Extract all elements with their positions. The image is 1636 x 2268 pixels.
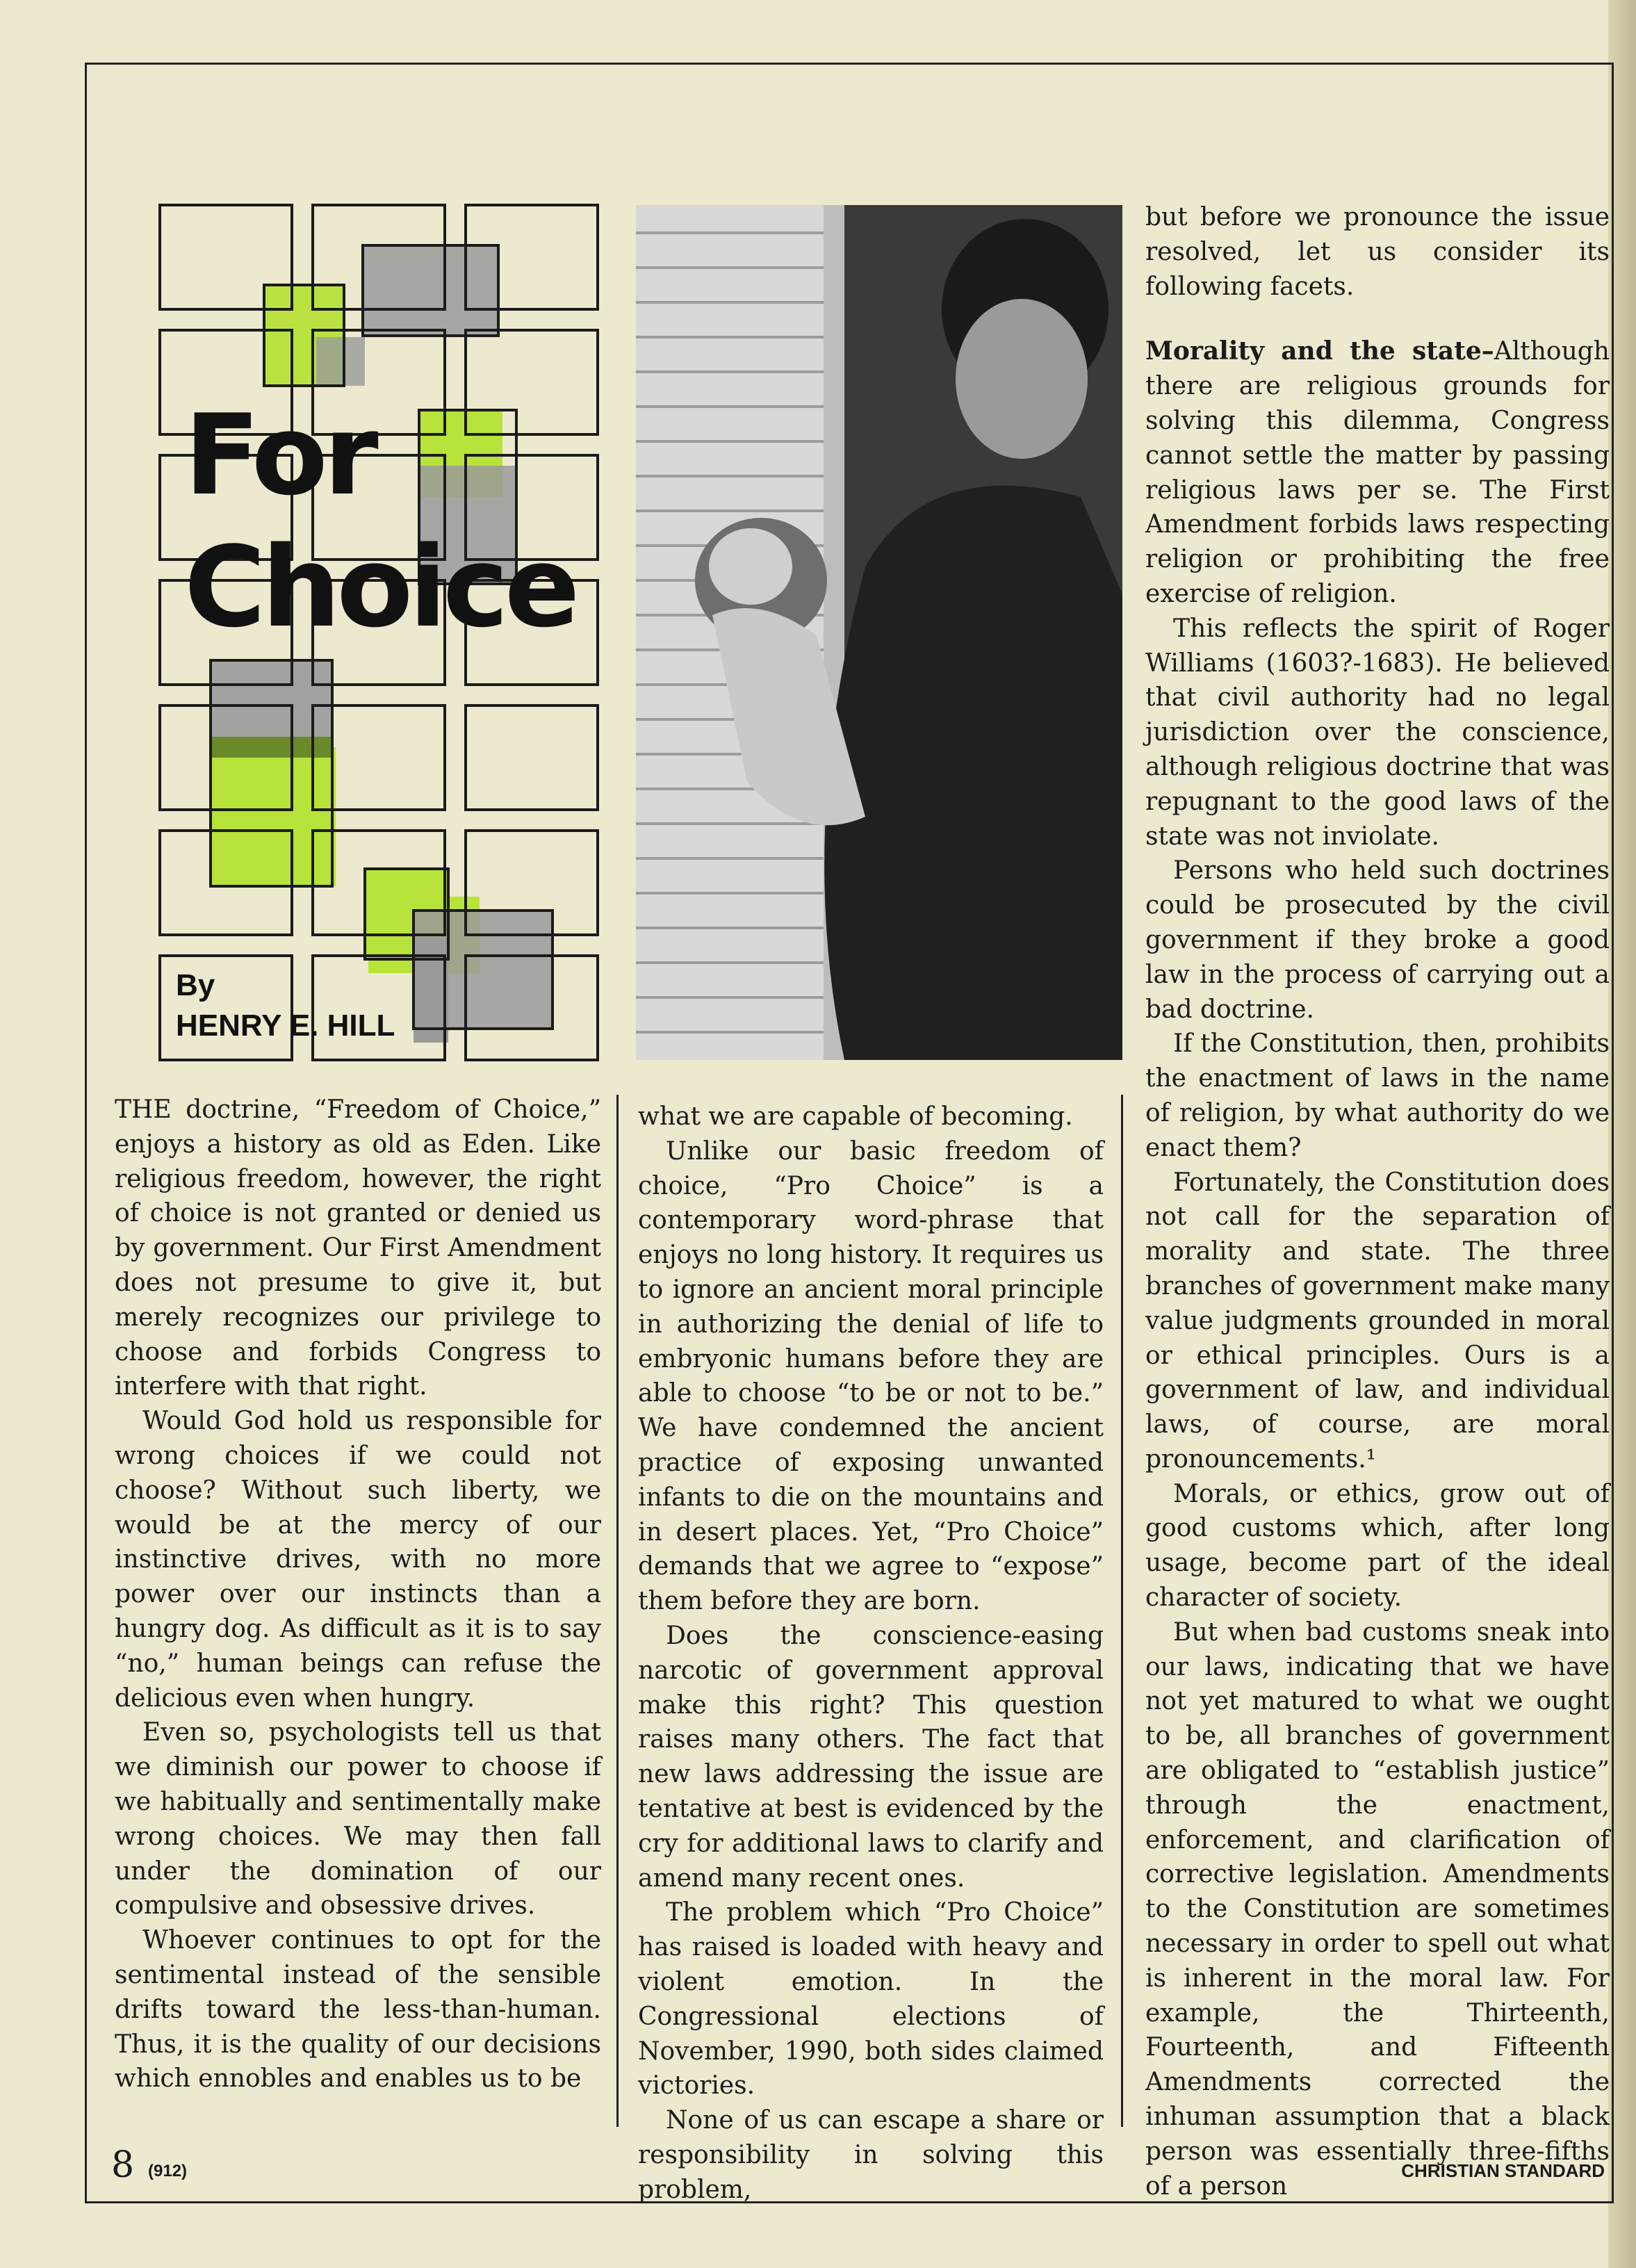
paragraph: If the Constitution, then, prohibits the enactment of laws in the name of religion, by what authority do we enact them? bbox=[1145, 1029, 1610, 1162]
paragraph: But when bad customs sneak into our laws, indicating that we have not yet matured to what we ought to be, all branches of government are obligated to “establish justice” through the enactment, enforcement, and clarification of corrective legislation. Amendments to the Constitution are sometimes necessary in order to spell out what is inherent in the moral law. For example, the Thirteenth, Fourteenth, and Fifteenth Amendments corrected the inhuman assumption that a black person was essentially three-fifths of a person bbox=[1145, 1617, 1610, 2201]
column-divider bbox=[1121, 1095, 1123, 2127]
title-line-1: For bbox=[184, 390, 375, 520]
byline-by: By bbox=[176, 968, 215, 1002]
section-heading: Morality and the state– bbox=[1145, 336, 1494, 366]
paragraph: Does the conscience-easing narcotic of government approval make this right? This question raises many others. The fact that new laws addressing the issue are tentative at best is evidenced by the cry for additional laws to clarify and amend many recent ones. bbox=[638, 1621, 1104, 1893]
paragraph: Persons who held such doctrines could be prosecuted by the civil government if they broke a good law in the process of carrying out a bad doctrine. bbox=[1145, 856, 1610, 1024]
article-column-2 bbox=[638, 1100, 1104, 2208]
paragraph: Even so, psychologists tell us that we diminish our power to choose if we habitually and sentimentally make wrong choices. We may then fall under the domination of our compulsive and obsessive drives. bbox=[115, 1718, 601, 1920]
photo-woman-holding-baby bbox=[636, 205, 1122, 1060]
column-divider bbox=[616, 1095, 619, 2127]
paragraph-text: Although there are religious grounds for solving this dilemma, Congress cannot settle the matter by passing religious laws per se. The First Amendment forbids laws respecting religion or prohibiting the free exercise of religion. bbox=[1145, 337, 1610, 608]
article-column-3 bbox=[1145, 200, 1610, 2203]
paragraph: what we are capable of becoming. bbox=[638, 1102, 1073, 1131]
paragraph: Unlike our basic freedom of choice, “Pro Choice” is a contemporary word-phrase that enjoys no long history. It requires us to ignore an ancient moral principle in authorizing the denial of life to embryonic humans before they are able to choose “to be or not to be.” We have condemned the ancient practice of exposing unwanted infants to die on the mountains and in desert places. Yet, “Pro Choice” demands that we agree to “expose” them before they are born. bbox=[638, 1136, 1104, 1616]
publication-name: CHRISTIAN STANDARD bbox=[1401, 2160, 1605, 2181]
issue-page-number: (912) bbox=[148, 2162, 188, 2180]
paragraph: THE doctrine, “Freedom of Choice,” enjoys a history as old as Eden. Like religious freedom, however, the right of choice is not granted or denied us by government. Our First Amendment does not presume to give it, but merely recognizes our privilege to choose and forbids Congress to interfere with that right. bbox=[115, 1095, 601, 1401]
title-artwork bbox=[156, 202, 601, 1063]
paragraph-with-heading bbox=[1145, 334, 1610, 611]
paragraph: Would God hold us responsible for wrong choices if we could not choose? Without such liberty, we would be at the mercy of our instinctive drives, with no more power over our instincts than a hungry dog. As difficult as it is to say “no,” human beings can refuse the delicious even when hungry. bbox=[115, 1407, 601, 1713]
paragraph: The problem which “Pro Choice” has raised is loaded with heavy and violent emotion. In the Congressional elections of November, 1990, both sides claimed victories. bbox=[638, 1898, 1104, 2100]
paragraph: Morals, or ethics, grow out of good customs which, after long usage, become part of the ideal character of society. bbox=[1145, 1479, 1610, 1613]
byline-name: HENRY E. HILL bbox=[176, 1009, 395, 1043]
article-column-1 bbox=[115, 1093, 601, 2096]
paragraph: Fortunately, the Constitution does not call for the separation of morality and state. The three branches of government make many value judgments grounded in moral or ethical principles. Ours is a government of law, and individual laws, of course, are moral pronouncements.¹ bbox=[1145, 1168, 1610, 1474]
paragraph: Whoever continues to opt for the sentimental instead of the sensible drifts toward the less-than-human. Thus, it is the quality of our decisions which ennobles and enables us to be bbox=[115, 1926, 601, 2094]
title-line-2: Choice bbox=[184, 522, 576, 652]
paragraph: This reflects the spirit of Roger Williams (1603?-1683). He believed that civil authority had no legal jurisdiction over the conscience, although religious doctrine that was repugnant to the good laws of the state was not inviolate. bbox=[1145, 614, 1610, 851]
page-number: 8 bbox=[111, 2144, 135, 2186]
photo-icon bbox=[636, 205, 1122, 1060]
paragraph: None of us can escape a share or responsibility in solving this problem, bbox=[638, 2106, 1104, 2204]
paragraph: but before we pronounce the issue resolved, let us consider its following facets. bbox=[1145, 203, 1610, 301]
